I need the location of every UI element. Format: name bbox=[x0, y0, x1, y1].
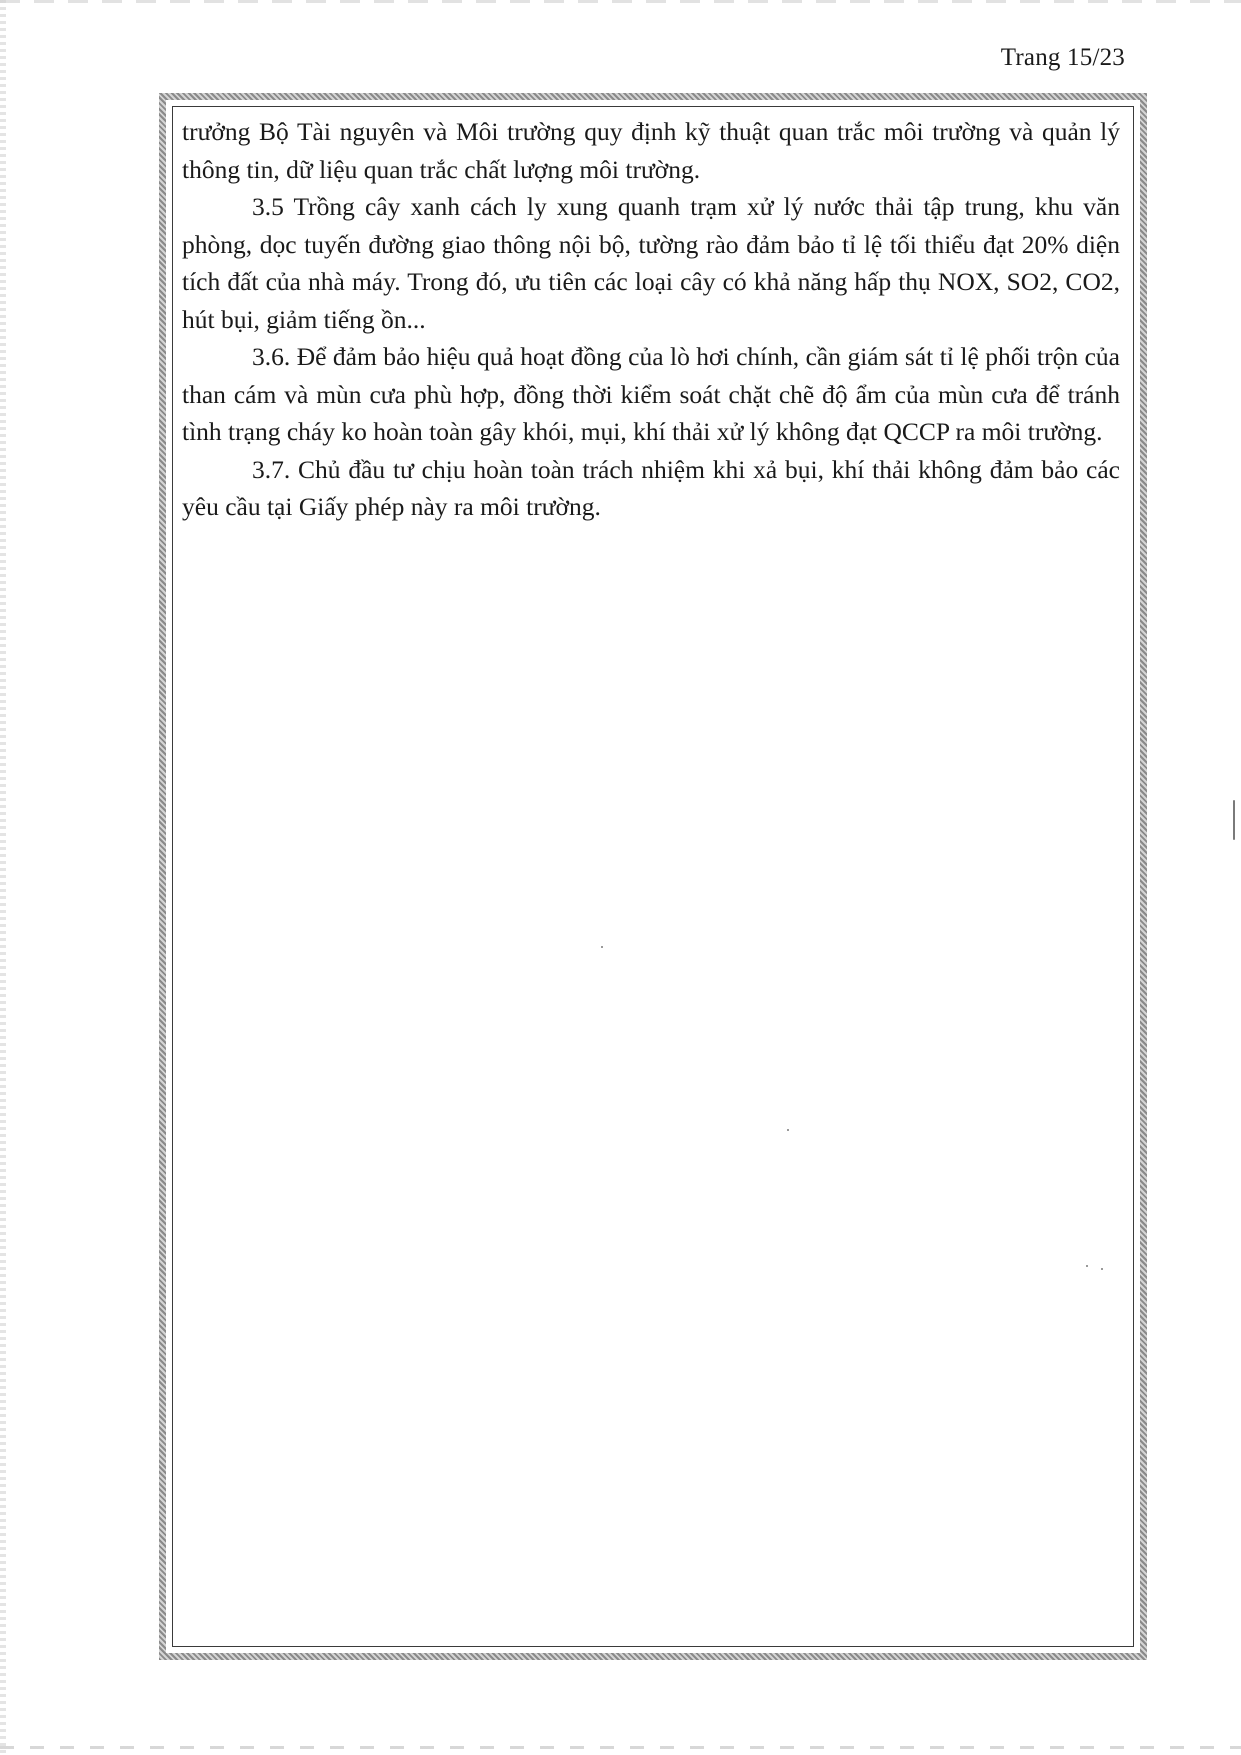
scan-edge-top bbox=[0, 0, 1241, 3]
scan-edge-left bbox=[0, 0, 6, 1755]
scan-edge-bottom bbox=[0, 1746, 1241, 1749]
scan-speck bbox=[1233, 800, 1235, 840]
scan-speck bbox=[1101, 1268, 1103, 1270]
scan-speck bbox=[1086, 1265, 1088, 1267]
paragraph-3-5: 3.5 Trồng cây xanh cách ly xung quanh trạm xử lý nước thải tập trung, khu văn phòng, dọc tuyến đường giao thông nội bộ, tường rào đảm bảo tỉ lệ tối thiểu đạt 20% diện tích đất của nhà máy. Trong đó, ưu tiên các loại cây có khả năng hấp thụ NOX, SO2, CO2, hút bụi, giảm tiếng ồn... bbox=[182, 192, 1120, 334]
paragraph-3-6: 3.6. Để đảm bảo hiệu quả hoạt đồng của lò hơi chính, cần giám sát tỉ lệ phối trộn của than cám và mùn cưa phù hợp, đồng thời kiểm soát chặt chẽ độ ẩm của mùn cưa để tránh tình trạng cháy ko hoàn toàn gây khói, mụi, khí thải xử lý không đạt QCCP ra môi trường. bbox=[182, 342, 1120, 446]
paragraph-continuation: trưởng Bộ Tài nguyên và Môi trường quy định kỹ thuật quan trắc môi trường và quản lý thông tin, dữ liệu quan trắc chất lượng môi trường. bbox=[182, 117, 1120, 184]
scan-speck bbox=[787, 1129, 789, 1131]
document-body bbox=[182, 113, 1120, 526]
paragraph-3-7: 3.7. Chủ đầu tư chịu hoàn toàn trách nhiệm khi xả bụi, khí thải không đảm bảo các yêu cầu tại Giấy phép này ra môi trường. bbox=[182, 454, 1120, 521]
page-number: Trang 15/23 bbox=[1000, 44, 1125, 71]
scan-speck bbox=[601, 946, 603, 948]
